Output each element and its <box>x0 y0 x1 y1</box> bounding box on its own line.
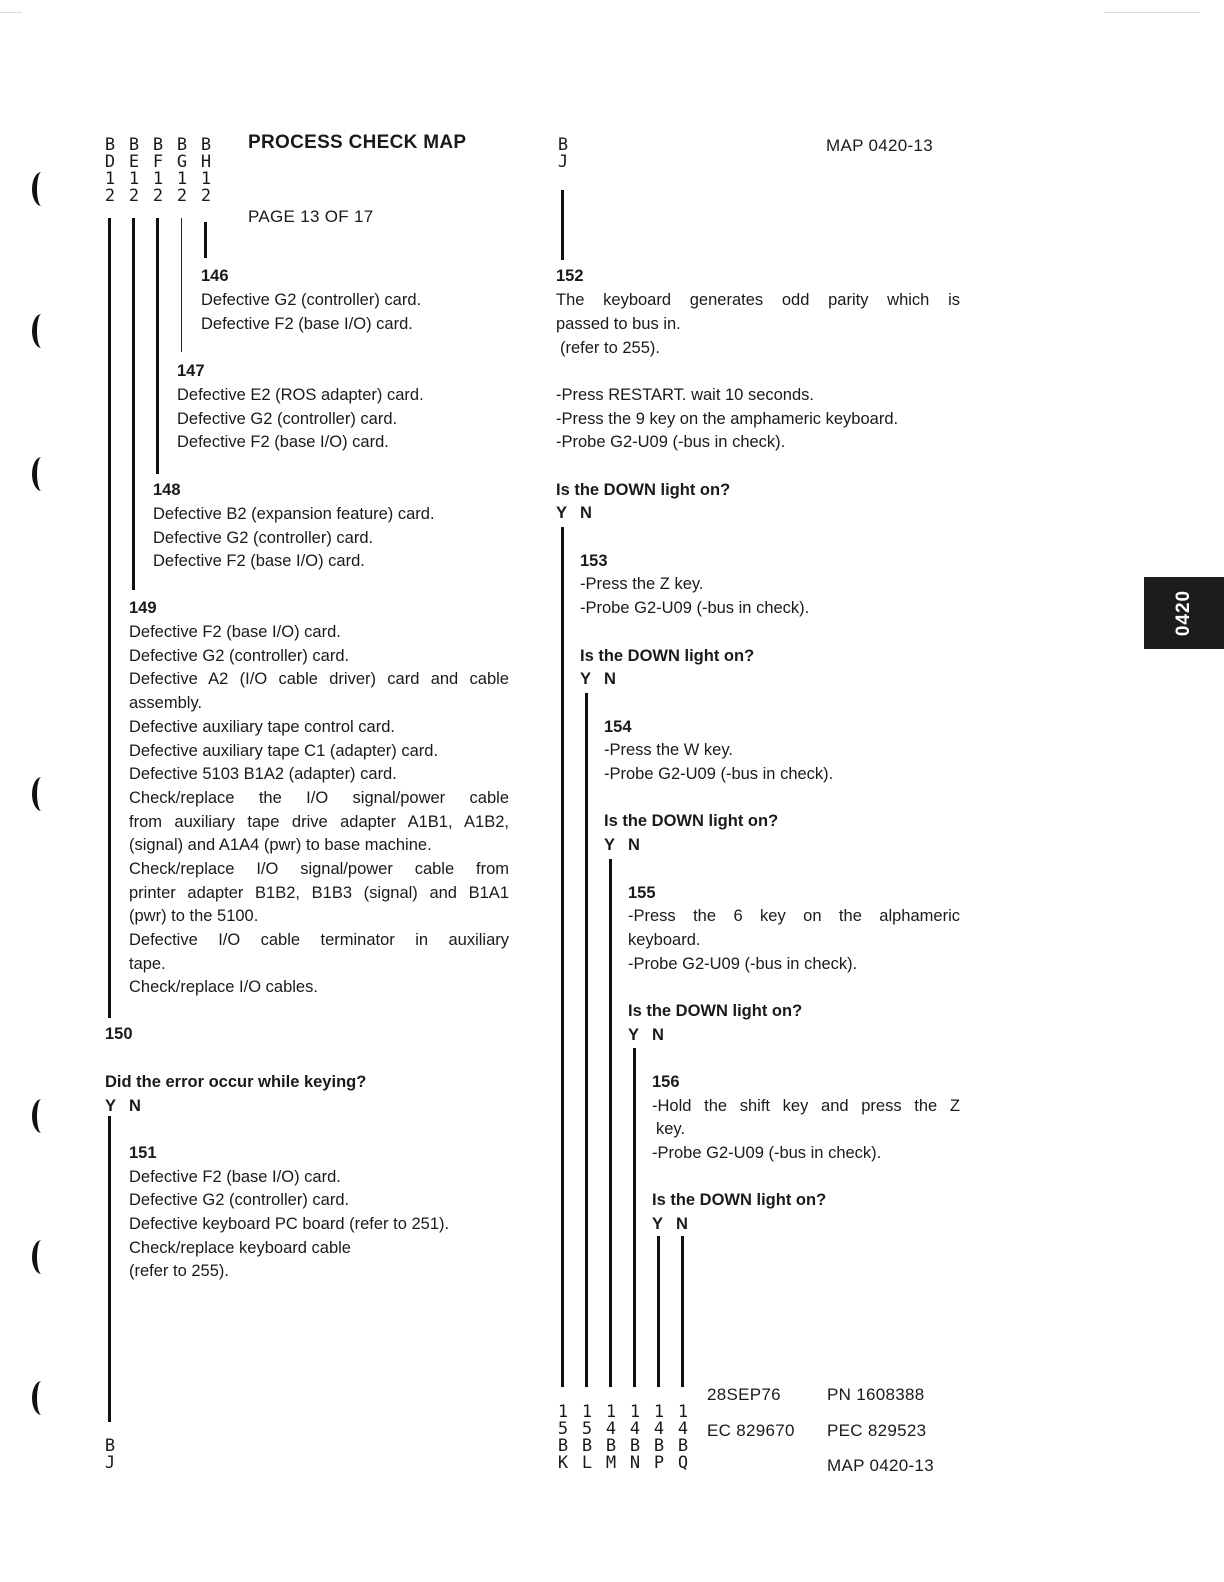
answer-yes: Y <box>628 1026 640 1044</box>
page-title: PROCESS CHECK MAP <box>248 132 467 153</box>
bottom-code-14bq: 1 4 B Q <box>677 1402 689 1473</box>
step-151-line: Defective G2 (controller) card. <box>129 1191 350 1209</box>
footer-map-number: MAP 0420-13 <box>827 1456 934 1475</box>
step-152-question: Is the DOWN light on? <box>556 481 731 499</box>
step-146-line: Defective G2 (controller) card. <box>201 291 422 309</box>
flow-line-146 <box>204 222 207 258</box>
page-indicator: PAGE 13 OF 17 <box>248 207 374 226</box>
top-code-bg12: B G 1 2 <box>176 135 188 206</box>
flow-line-bj-bottom <box>108 1116 111 1422</box>
footer-ec-number: EC 829670 <box>707 1421 795 1440</box>
step-149-line: from auxiliary tape drive adapter A1B1, A1B2, <box>129 813 509 831</box>
map-number-header: MAP 0420-13 <box>826 136 933 155</box>
section-tab: 0420 <box>1144 577 1224 649</box>
step-156-action: -Hold the shift key and press the Z <box>652 1097 960 1115</box>
step-number-156: 156 <box>652 1073 680 1091</box>
step-155-question: Is the DOWN light on? <box>628 1002 803 1020</box>
binder-hole <box>32 1381 51 1415</box>
step-156-question: Is the DOWN light on? <box>652 1191 827 1209</box>
answer-yes: Y <box>652 1215 664 1233</box>
flow-line-148 <box>156 218 159 474</box>
step-number-149: 149 <box>129 599 157 617</box>
step-149-line: Defective auxiliary tape C1 (adapter) card. <box>129 742 439 760</box>
step-153-action: -Probe G2-U09 (-bus in check). <box>580 599 810 617</box>
step-147-line: Defective E2 (ROS adapter) card. <box>177 386 424 404</box>
step-149-line: Defective F2 (base I/O) card. <box>129 623 341 641</box>
step-149-line: Check/replace the I/O signal/power cable <box>129 789 509 807</box>
step-149-line: Check/replace I/O signal/power cable from <box>129 860 509 878</box>
step-151-line: (refer to 255). <box>129 1262 229 1280</box>
step-number-152: 152 <box>556 267 584 285</box>
bottom-code-14bp: 1 4 B P <box>653 1402 665 1473</box>
answer-yes: Y <box>604 836 616 854</box>
scan-mark <box>0 12 22 13</box>
top-code-bh12: B H 1 2 <box>200 135 212 206</box>
flow-line-153-yes <box>585 693 588 1387</box>
step-152-action: -Probe G2-U09 (-bus in check). <box>556 433 786 451</box>
step-152-line: The keyboard generates odd parity which is <box>556 291 960 309</box>
top-code-be12: B E 1 2 <box>128 135 140 206</box>
binder-hole <box>32 172 51 206</box>
step-149-line: (signal) and A1A4 (pwr) to base machine. <box>129 836 432 854</box>
answer-no: N <box>604 670 616 688</box>
answer-yes: Y <box>580 670 592 688</box>
step-148-line: Defective G2 (controller) card. <box>153 529 374 547</box>
binder-hole <box>32 1099 51 1133</box>
step-152-line: (refer to 255). <box>560 339 660 357</box>
step-151-line: Defective keyboard PC board (refer to 251). <box>129 1215 450 1233</box>
top-code-bd12: B D 1 2 <box>104 135 116 206</box>
step-number-153: 153 <box>580 552 608 570</box>
scan-mark <box>1104 12 1200 13</box>
step-151-line: Check/replace keyboard cable <box>129 1239 351 1257</box>
step-number-155: 155 <box>628 884 656 902</box>
step-153-action: -Press the Z key. <box>580 575 704 593</box>
step-147-line: Defective G2 (controller) card. <box>177 410 398 428</box>
step-149-line: tape. <box>129 955 166 973</box>
footer-date: 28SEP76 <box>707 1385 781 1404</box>
answer-yes: Y <box>105 1097 117 1115</box>
step-number-148: 148 <box>153 481 181 499</box>
step-155-action: keyboard. <box>628 931 701 949</box>
step-152-action: -Press RESTART. wait 10 seconds. <box>556 386 814 404</box>
flow-line-147 <box>181 218 182 352</box>
bottom-code-bj: B J <box>104 1436 116 1473</box>
flow-line-155-yes <box>633 1048 636 1387</box>
step-number-146: 146 <box>201 267 229 285</box>
answer-no: N <box>129 1097 141 1115</box>
step-156-action: -Probe G2-U09 (-bus in check). <box>652 1144 882 1162</box>
flow-line-156-yes <box>657 1236 660 1387</box>
flow-line-149 <box>132 218 135 590</box>
step-148-line: Defective B2 (expansion feature) card. <box>153 505 435 523</box>
step-152-action: -Press the 9 key on the amphameric keyboard. <box>556 410 899 428</box>
step-146-line: Defective F2 (base I/O) card. <box>201 315 413 333</box>
step-155-action: -Press the 6 key on the alphameric <box>628 907 960 925</box>
answer-no: N <box>580 504 592 522</box>
step-149-line: Defective 5103 B1A2 (adapter) card. <box>129 765 397 783</box>
step-147-line: Defective F2 (base I/O) card. <box>177 433 389 451</box>
step-148-line: Defective F2 (base I/O) card. <box>153 552 365 570</box>
answer-yes: Y <box>556 504 568 522</box>
flow-line-152-entry <box>561 190 564 260</box>
step-149-line: assembly. <box>129 694 203 712</box>
flow-line-152-yes <box>561 527 564 1387</box>
footer-part-number: PN 1608388 <box>827 1385 925 1404</box>
bottom-code-15bk: 1 5 B K <box>557 1402 569 1473</box>
bottom-code-14bn: 1 4 B N <box>629 1402 641 1473</box>
answer-no: N <box>676 1215 688 1233</box>
step-154-action: -Press the W key. <box>604 741 733 759</box>
step-154-action: -Probe G2-U09 (-bus in check). <box>604 765 834 783</box>
step-number-150: 150 <box>105 1025 133 1043</box>
binder-hole <box>32 777 51 811</box>
top-code-bf12: B F 1 2 <box>152 135 164 206</box>
footer-pec-number: PEC 829523 <box>827 1421 927 1440</box>
binder-hole <box>32 457 51 491</box>
binder-hole <box>32 314 51 348</box>
step-149-line: Defective G2 (controller) card. <box>129 647 350 665</box>
step-155-action: -Probe G2-U09 (-bus in check). <box>628 955 858 973</box>
step-150-question: Did the error occur while keying? <box>105 1073 367 1091</box>
top-code-bj: B J <box>557 135 569 172</box>
flow-line-154-yes <box>609 859 612 1387</box>
bottom-code-15bl: 1 5 B L <box>581 1402 593 1473</box>
step-149-line: Defective I/O cable terminator in auxiliary <box>129 931 509 949</box>
step-151-line: Defective F2 (base I/O) card. <box>129 1168 341 1186</box>
step-number-154: 154 <box>604 718 632 736</box>
answer-no: N <box>652 1026 664 1044</box>
step-149-line: Defective auxiliary tape control card. <box>129 718 395 736</box>
step-156-action: key. <box>656 1120 686 1138</box>
binder-hole <box>32 1240 51 1274</box>
step-149-line: Defective A2 (I/O cable driver) card and cable <box>129 670 509 688</box>
step-152-line: passed to bus in. <box>556 315 681 333</box>
flow-line-156-no <box>681 1236 684 1387</box>
step-number-147: 147 <box>177 362 205 380</box>
bottom-code-14bm: 1 4 B M <box>605 1402 617 1473</box>
answer-no: N <box>628 836 640 854</box>
step-153-question: Is the DOWN light on? <box>580 647 755 665</box>
step-154-question: Is the DOWN light on? <box>604 812 779 830</box>
step-149-line: printer adapter B1B2, B1B3 (signal) and B1A1 <box>129 884 509 902</box>
step-149-line: (pwr) to the 5100. <box>129 907 259 925</box>
flow-line-150 <box>108 218 111 1018</box>
step-number-151: 151 <box>129 1144 157 1162</box>
step-149-line: Check/replace I/O cables. <box>129 978 318 996</box>
